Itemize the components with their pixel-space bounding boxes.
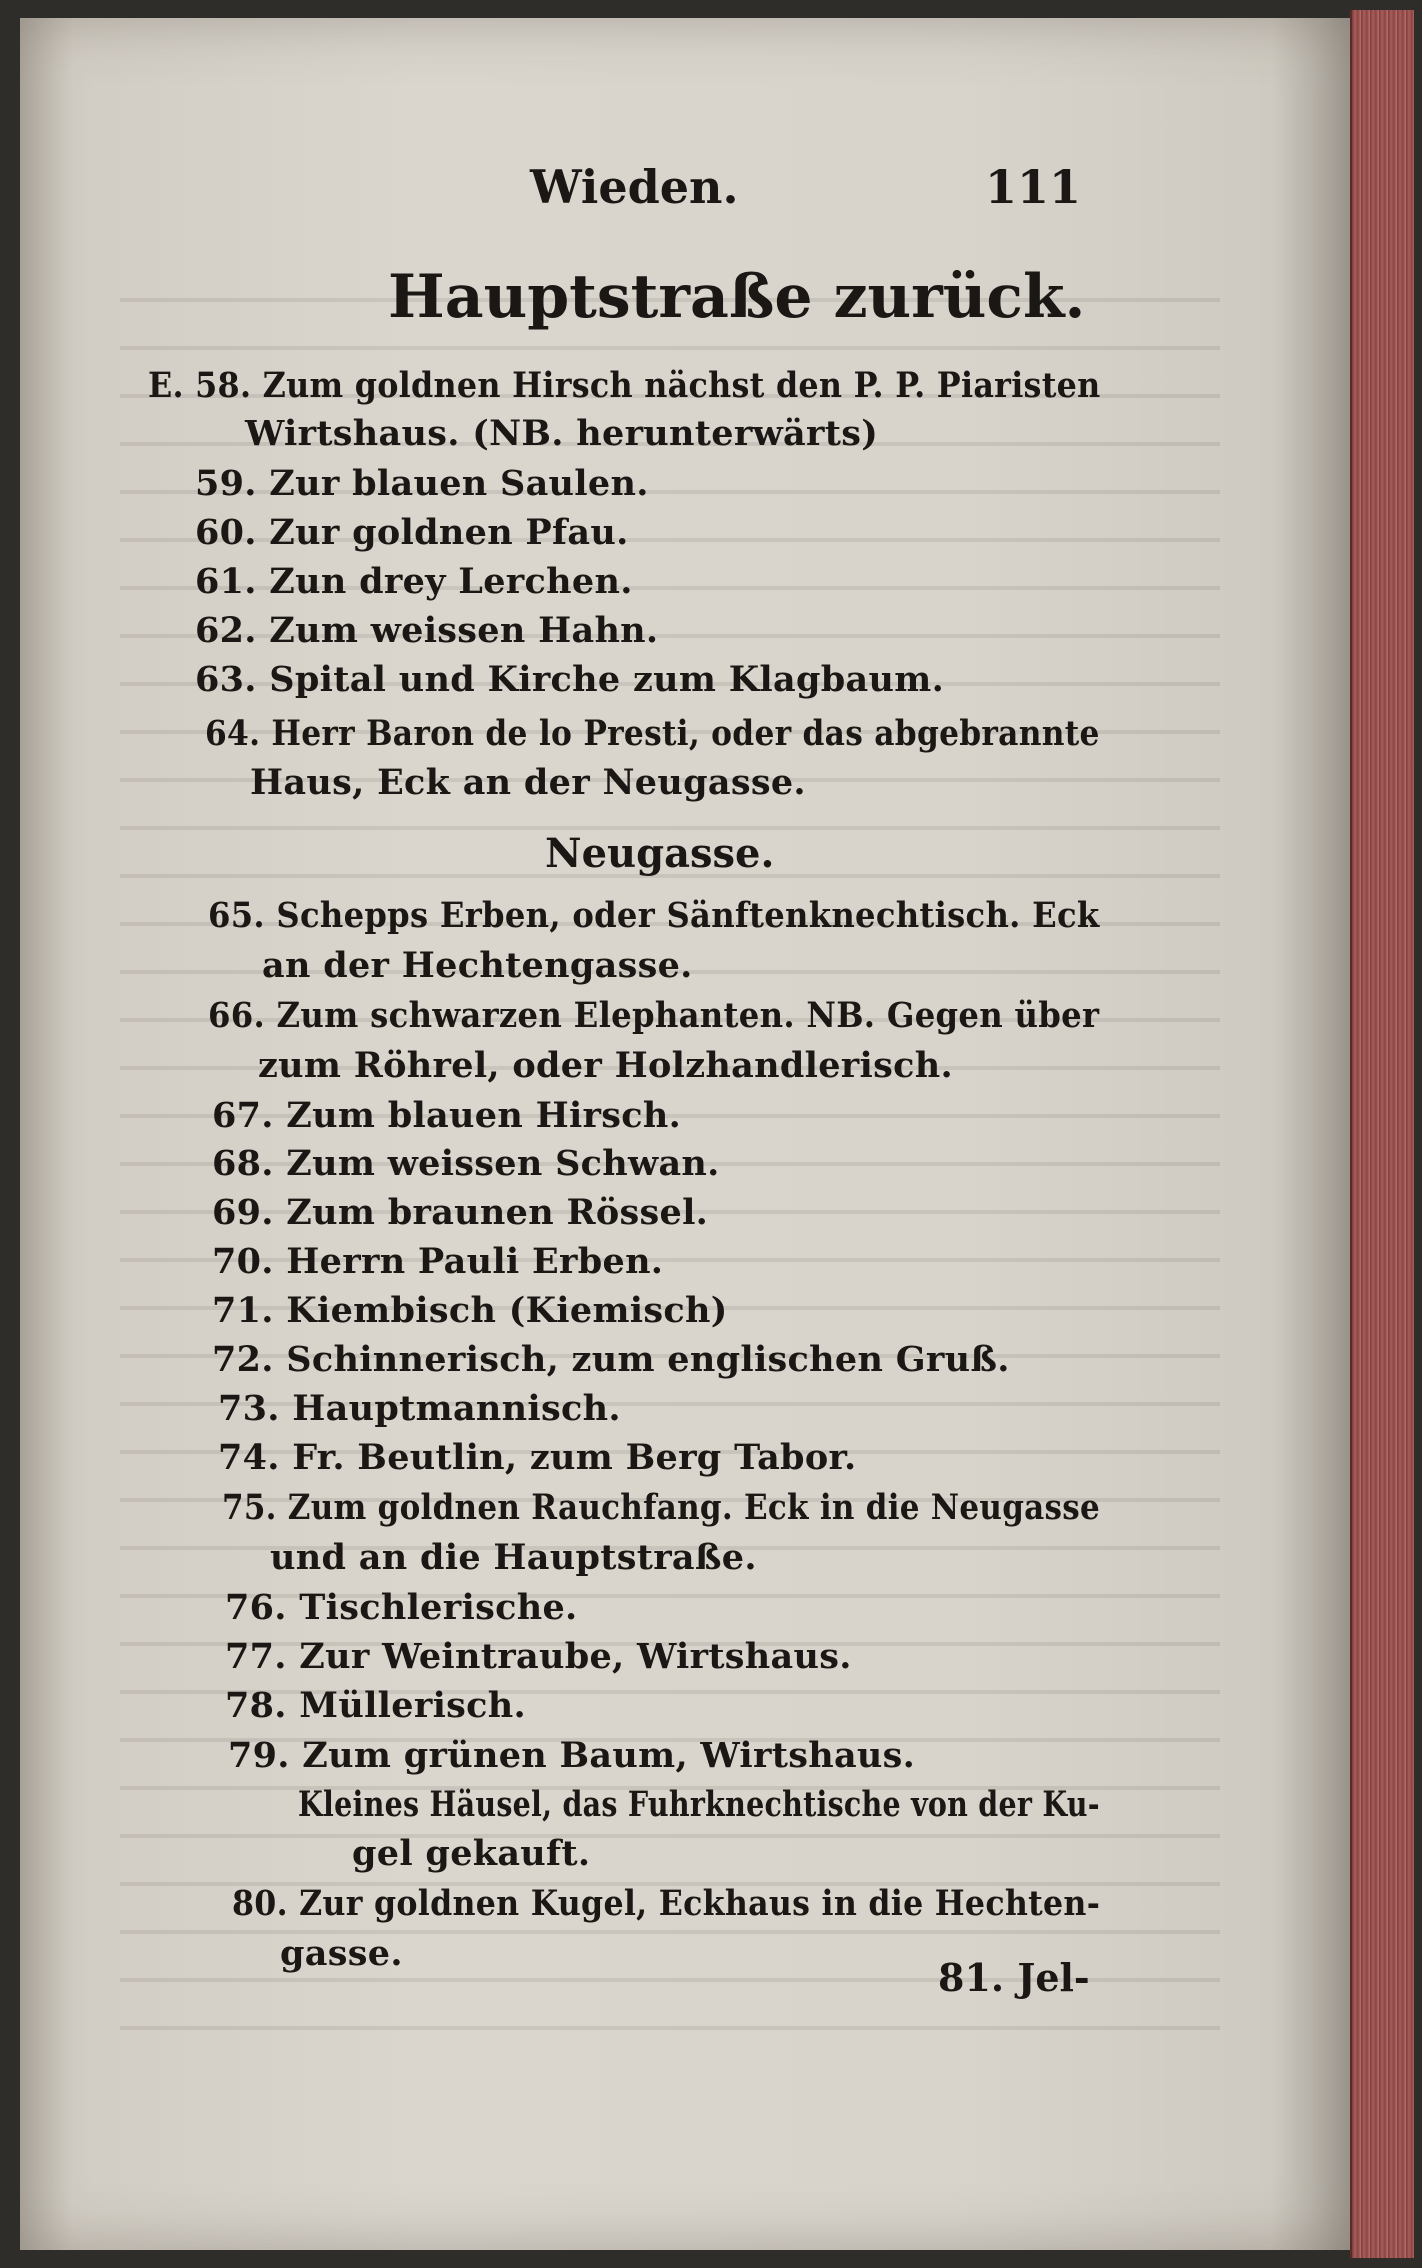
text-line: 71. Kiembisch (Kiemisch) bbox=[212, 1290, 728, 1331]
text-line: E. 58. Zum goldnen Hirsch nächst den P. P. Piaristen bbox=[148, 365, 1101, 406]
text-line: zum Röhrel, oder Holzhandlerisch. bbox=[258, 1045, 953, 1086]
text-line: 65. Schepps Erben, oder Sänftenknechtisch. Eck bbox=[208, 895, 1100, 936]
text-line: 72. Schinnerisch, zum englischen Gruß. bbox=[212, 1339, 1010, 1380]
text-line: und an die Hauptstraße. bbox=[270, 1537, 757, 1578]
text-line: 67. Zum blauen Hirsch. bbox=[212, 1095, 682, 1136]
text-line: 60. Zur goldnen Pfau. bbox=[195, 512, 629, 553]
page-number: 111 bbox=[985, 160, 1082, 214]
text-line: an der Hechtengasse. bbox=[262, 945, 693, 986]
text-line: 70. Herrn Pauli Erben. bbox=[212, 1241, 664, 1282]
text-line: 64. Herr Baron de lo Presti, oder das abgebrannte bbox=[205, 713, 1100, 754]
text-line: 68. Zum weissen Schwan. bbox=[212, 1143, 720, 1184]
text-line: Kleines Häusel, das Fuhrknechtische von der Ku- bbox=[298, 1784, 1100, 1825]
text-line: 66. Zum schwarzen Elephanten. NB. Gegen über bbox=[208, 995, 1100, 1036]
text-line: Wirtshaus. (NB. herunterwärts) bbox=[245, 413, 879, 454]
text-line: 79. Zum grünen Baum, Wirtshaus. bbox=[228, 1735, 916, 1776]
text-line: gel gekauft. bbox=[352, 1833, 591, 1874]
text-line: 73. Hauptmannisch. bbox=[218, 1388, 621, 1429]
text-line: 75. Zum goldnen Rauchfang. Eck in die Neugasse bbox=[222, 1487, 1100, 1528]
text-line: 78. Müllerisch. bbox=[225, 1685, 527, 1726]
text-line: 80. Zur goldnen Kugel, Eckhaus in die Hechten- bbox=[232, 1883, 1101, 1924]
text-line: 63. Spital und Kirche zum Klagbaum. bbox=[195, 659, 945, 700]
text-line: 77. Zur Weintraube, Wirtshaus. bbox=[225, 1636, 852, 1677]
text-line: gasse. bbox=[280, 1933, 403, 1974]
running-head: Wieden. bbox=[530, 160, 739, 214]
text-line: 74. Fr. Beutlin, zum Berg Tabor. bbox=[218, 1437, 857, 1478]
text-line: Haus, Eck an der Neugasse. bbox=[250, 762, 806, 803]
text-line: 62. Zum weissen Hahn. bbox=[195, 610, 659, 651]
catchword: 81. Jel- bbox=[938, 1955, 1090, 2000]
text-line: 59. Zur blauen Saulen. bbox=[195, 463, 649, 504]
page-edge bbox=[1350, 10, 1414, 2258]
text-line: 61. Zun drey Lerchen. bbox=[195, 561, 633, 602]
text-line: 69. Zum braunen Rössel. bbox=[212, 1192, 709, 1233]
text-line: 76. Tischlerische. bbox=[225, 1587, 578, 1628]
section-title: Hauptstraße zurück. bbox=[388, 262, 1086, 332]
subsection-title: Neugasse. bbox=[545, 830, 775, 877]
